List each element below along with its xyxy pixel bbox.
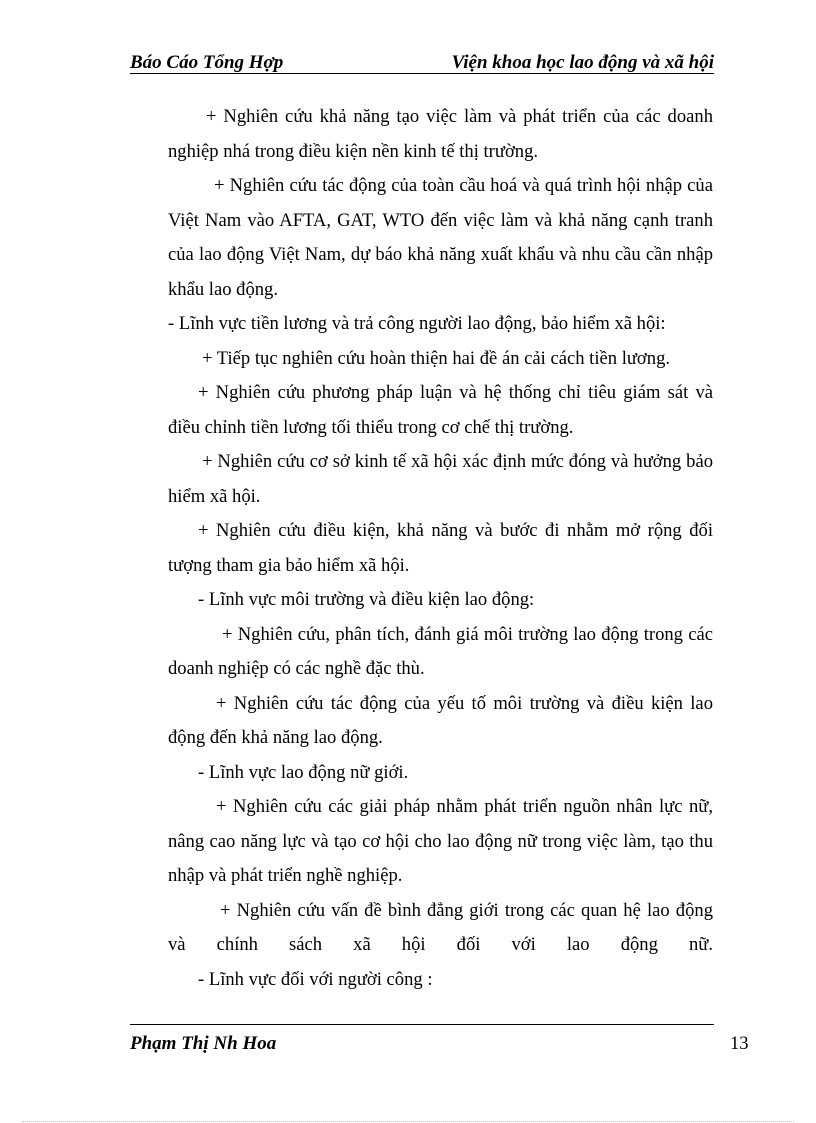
paragraph: + Tiếp tục nghiên cứu hoàn thiện hai đề án cải cách tiền lương. xyxy=(202,347,671,369)
institute-name: Viện khoa học lao động và xã hội xyxy=(451,52,714,73)
paragraph: + Nghiên cứu phương pháp luận và hệ thống chỉ tiêu giám sát và điều chỉnh tiền lương tối thiểu trong cơ chế thị trường. xyxy=(168,382,713,438)
section-heading: - Lĩnh vực tiền lương và trả công người lao động, bảo hiểm xã hội: xyxy=(168,313,666,334)
paragraph: + Nghiên cứu tác động của toàn cầu hoá và quá trình hội nhập của Việt Nam vào AFTA, GAT, WTO đến việc làm và khả năng cạnh tranh của lao động Việt Nam, dự báo khả năng xuất khẩu và nhu cầu cần nhập khẩu lao động. xyxy=(168,175,713,300)
paragraph: + Nghiên cứu các giải pháp nhằm phát triển nguồn nhân lực nữ, nâng cao năng lực và tạo cơ hội cho lao động nữ trong việc làm, tạo thu nhập và phát triển nghề nghiệp. xyxy=(168,796,713,886)
paragraph: + Nghiên cứu điều kiện, khả năng và bước đi nhằm mở rộng đối tượng tham gia bảo hiểm xã hội. xyxy=(168,520,713,576)
page-number: 13 xyxy=(730,1033,749,1054)
paragraph: + Nghiên cứu cơ sở kinh tế xã hội xác định mức đóng và hưởng bảo hiểm xã hội. xyxy=(168,451,713,507)
footer-divider xyxy=(130,1024,714,1025)
paragraph: + Nghiên cứu khả năng tạo việc làm và phát triển của các doanh nghiệp nhá trong điều kiện nền kinh tế thị trường. xyxy=(168,106,713,162)
document-body xyxy=(168,100,713,997)
section-heading: - Lĩnh vực đối với người công : xyxy=(198,968,433,990)
page-edge-dotted-line xyxy=(22,1121,794,1122)
report-title: Báo Cáo Tổng Hợp xyxy=(130,52,284,73)
paragraph: + Nghiên cứu vấn đề bình đẳng giới trong các quan hệ lao động và chính sách xã hội đối với lao động nữ. xyxy=(168,899,713,955)
section-heading: - Lĩnh vực môi trường và điều kiện lao động: xyxy=(198,589,535,610)
header-divider xyxy=(130,73,714,74)
paragraph: + Nghiên cứu, phân tích, đánh giá môi trường lao động trong các doanh nghiệp có các nghề đặc thù. xyxy=(168,623,713,679)
section-heading: - Lĩnh vực lao động nữ giới. xyxy=(198,761,409,783)
author-name: Phạm Thị Nh Hoa xyxy=(130,1033,277,1054)
paragraph: + Nghiên cứu tác động của yếu tố môi trường và điều kiện lao động đến khả năng lao động. xyxy=(168,692,713,748)
